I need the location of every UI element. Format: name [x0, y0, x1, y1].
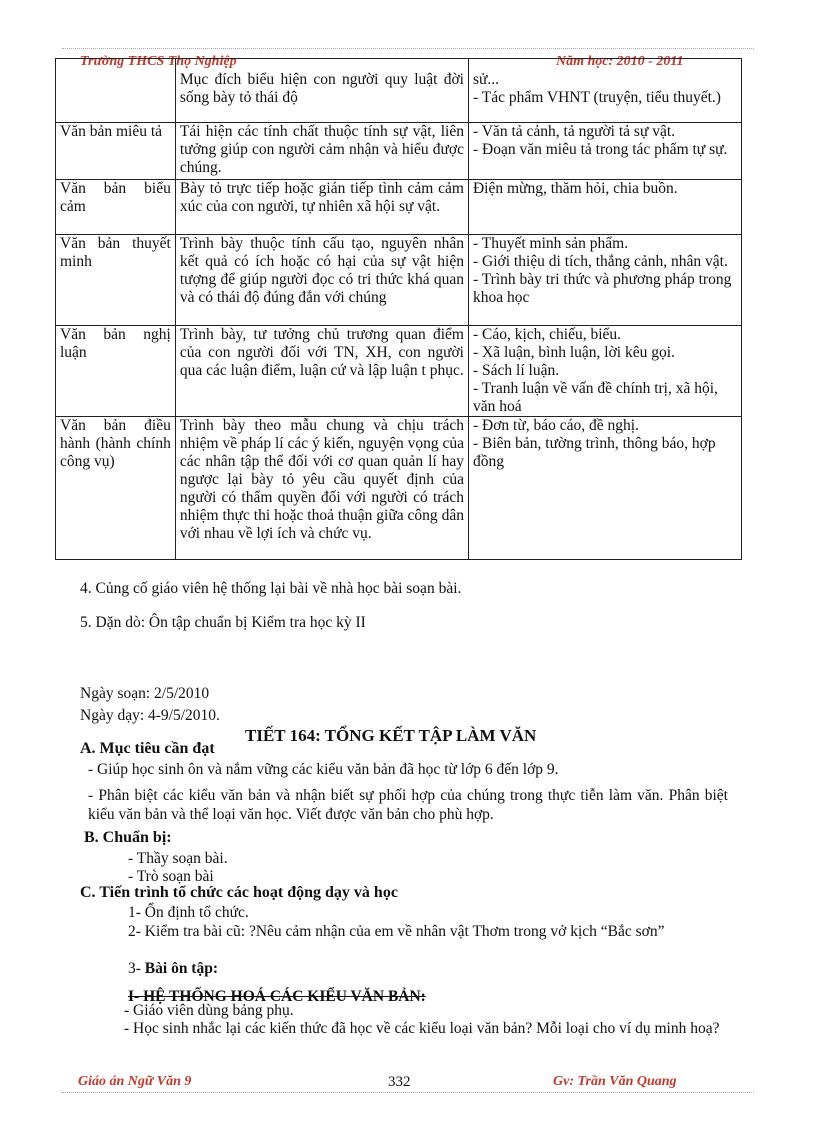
prep-teacher: - Thầy soạn bài. — [128, 850, 228, 867]
prep-date: Ngày soạn: 2/5/2010 — [80, 685, 210, 702]
table-row — [56, 326, 742, 417]
table-row — [56, 123, 742, 180]
step-3-number: 3- — [128, 960, 145, 977]
footer-left: Giáo án Ngữ Văn 9 — [78, 1074, 192, 1089]
page-number: 332 — [388, 1074, 411, 1090]
step-3 — [128, 959, 218, 978]
examples-cell — [468, 123, 741, 180]
step-2: 2- Kiểm tra bài cũ: ?Nêu cảm nhận của em về nhân vật Thơm trong vở kịch “Bắc sơn” — [128, 923, 665, 940]
section-i-item-2: - Học sinh nhắc lại các kiến thức đã học về các kiểu loại văn bản? Mỗi loại cho ví dụ minh hoạ? — [124, 1020, 720, 1037]
examples-cell — [468, 180, 741, 235]
example-line: - Giới thiệu di tích, thắng cảnh, nhân vật. — [472, 253, 728, 270]
footer-right: Gv: Trần Văn Quang — [553, 1074, 677, 1089]
example-line: - Biên bản, tường trình, thông báo, hợp đồng — [472, 435, 716, 470]
type-cell: Văn bản nghị luận — [56, 326, 176, 417]
section-c-heading: C. Tiến trình tổ chức các hoạt động dạy và học — [80, 884, 398, 901]
section-a-heading: A. Mục tiêu cần đạt — [80, 740, 215, 757]
item-4: 4. Củng cố giáo viên hệ thống lại bài về nhà học bài soạn bài. — [80, 580, 462, 597]
table-row — [56, 235, 742, 326]
example-line: - Tranh luận về vấn đề chính trị, xã hội, văn hoá — [472, 380, 718, 415]
examples-cell — [468, 326, 741, 417]
objective-2: - Phân biệt các kiểu văn bản và nhận biết sự phối hợp của chúng trong thực tiễn làm văn. Phân biệt kiểu văn bản và thể loại văn học. Viết được văn bản cho phù hợp. — [88, 787, 728, 823]
type-cell: Văn bản biểu cảm — [56, 180, 176, 235]
table-row — [56, 417, 742, 560]
header-year: Năm học: 2010 - 2011 — [556, 54, 684, 69]
purpose-cell: Bày tỏ trực tiếp hoặc gián tiếp tình cảm cảm xúc của con người, tự nhiên xã hội sự vật. — [175, 180, 468, 235]
type-cell: Văn bản miêu tả — [56, 123, 176, 180]
item-5: 5. Dặn dò: Ôn tập chuẩn bị Kiểm tra học kỳ II — [80, 614, 366, 631]
type-cell — [56, 59, 176, 123]
section-i-heading: I- HỆ THỐNG HOÁ CÁC KIỂU VĂN BẢN: — [128, 988, 426, 1005]
purpose-cell: Trình bày, tư tưởng chủ trương quan điểm của con người đối với TN, XH, con người qua các luận điểm, luận cứ và lập luận t phục. — [175, 326, 468, 417]
purpose-cell: Trình bày theo mẫu chung và chịu trách nhiệm về pháp lí các ý kiến, nguyện vọng của các nhân tập thể đối với cơ quan quản lí hay ngược lại bày tỏ yêu cầu quyết định của người có thẩm quyền đối với người có trách nhiệm thực thi hoặc thoả thuận giữa công dân với nhau về lợi ích và chức vụ. — [175, 417, 468, 560]
table-row — [56, 59, 742, 123]
purpose-cell: Trình bày thuộc tính cấu tạo, nguyên nhân kết quả có ích hoặc có hại của sự vật hiện tượng để giúp người đọc có tri thức khá quan và có thái độ đúng đắn với chúng — [175, 235, 468, 326]
examples-cell — [468, 417, 741, 560]
header-school: Trường THCS Thọ Nghiệp — [80, 54, 237, 69]
table-row — [56, 180, 742, 235]
step-3-label: Bài ôn tập: — [144, 960, 219, 977]
example-line: - Thuyết minh sản phẩm. — [472, 235, 629, 252]
lesson-title: TIẾT 164: TỔNG KẾT TẬP LÀM VĂN — [245, 726, 537, 745]
example-line: - Trình bày tri thức và phương pháp trong khoa học — [472, 271, 732, 306]
example-line: - Văn tả cảnh, tả người tả sự vật. — [472, 123, 676, 140]
type-cell: Văn bản điều hành (hành chính công vụ) — [56, 417, 176, 560]
purpose-cell — [175, 59, 468, 123]
examples-cell — [468, 59, 741, 123]
example-line: sử... — [472, 71, 500, 88]
type-cell: Văn bản thuyết minh — [56, 235, 176, 326]
purpose-text: Mục đích biểu hiện con người quy luật đời sống bày tỏ thái độ — [179, 71, 464, 106]
example-line: - Đơn từ, báo cáo, đề nghị. — [472, 417, 639, 434]
text-types-table — [55, 58, 742, 560]
example-line: - Xã luận, bình luận, lời kêu gọi. — [472, 344, 675, 361]
purpose-cell: Tái hiện các tính chất thuộc tính sự vật, liên tưởng giúp con người cảm nhận và hiểu được chúng. — [175, 123, 468, 180]
objective-1: - Giúp học sinh ôn và nắm vững các kiểu văn bản đã học từ lớp 6 đến lớp 9. — [88, 761, 559, 778]
example-line: Điện mừng, thăm hỏi, chia buồn. — [472, 180, 678, 197]
step-1: 1- Ổn định tổ chức. — [128, 904, 249, 921]
example-line: - Sách lí luận. — [472, 362, 560, 379]
teach-date: Ngày dạy: 4-9/5/2010. — [80, 707, 220, 724]
section-i-item-1: - Giáo viên dùng bảng phụ. — [124, 1002, 294, 1019]
examples-cell — [468, 235, 741, 326]
prep-student: - Trò soạn bài — [128, 868, 214, 885]
example-line: - Tác phẩm VHNT (truyện, tiểu thuyết.) — [472, 89, 721, 106]
section-b-heading: B. Chuẩn bị: — [84, 829, 172, 846]
example-line: - Đoạn văn miêu tả trong tác phẩm tự sự. — [472, 141, 728, 158]
example-line: - Cáo, kịch, chiếu, biểu. — [472, 326, 622, 343]
